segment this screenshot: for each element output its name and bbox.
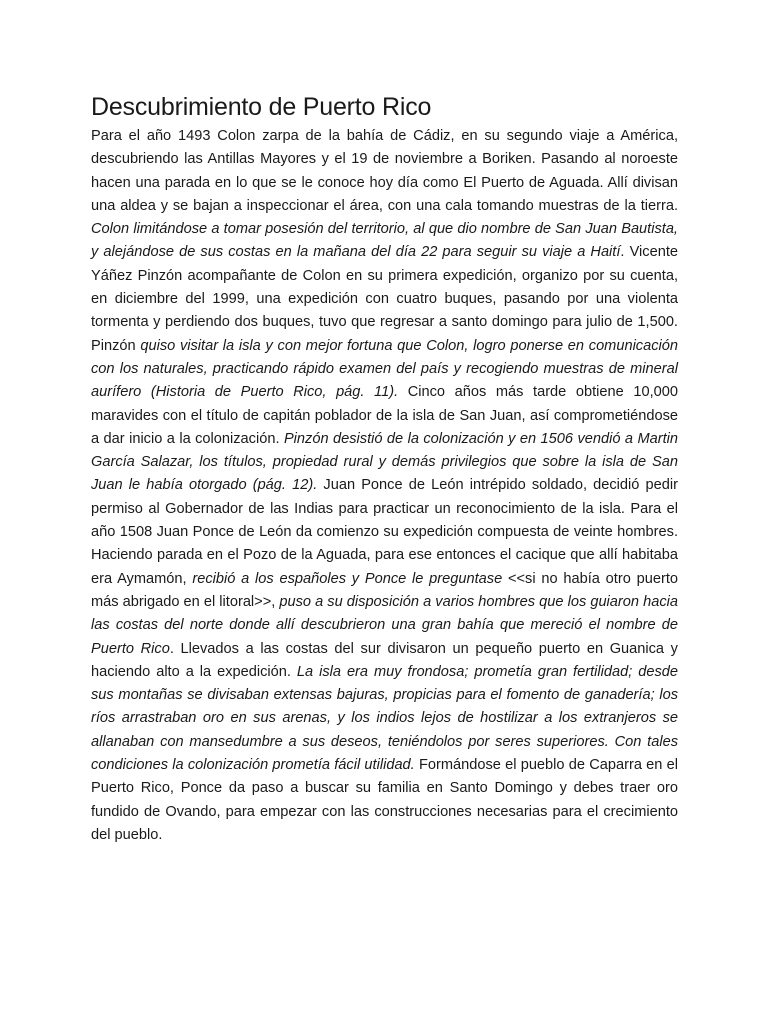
italic-text-run: La isla era muy frondosa; prometía gran fertilidad; desde sus montañas se divisaban extensas bajuras, propicias para el fomento de ganadería; los ríos arrastraban oro en sus arenas, y los indios lejos de hostilizar a los extranjeros se allanaban con mansedumbre a sus deseos, teniéndolos por seres superiores. Con tales condiciones la colonización prometía fácil utilidad. <box>91 663 678 774</box>
italic-text-run: Colon limitándose a tomar posesión del territorio, al que dio nombre de San Juan Bautista, y alejándose de sus costas en la mañana del día 22 para seguir su viaje a Haití <box>91 221 678 261</box>
text-run: . Vicente Yáñez Pinzón acompañante de Colon en su primera expedición, organizo por su cuenta, en diciembre del 1999, una expedición con cuatro buques, pasando por una violenta tormenta y perdiendo dos buques, tuvo que regresar a santo domingo para julio de 1,500. Pinzón <box>91 244 678 354</box>
italic-text-run: Pinzón desistió de la colonización y en 1506 vendió a Martin García Salazar, los títulos, propiedad rural y demás privilegios que sobre la isla de San Juan le había otorgado (pág. 12). <box>91 430 678 494</box>
body-paragraph <box>91 125 678 847</box>
text-run: Juan Ponce de León intrépido soldado, decidió pedir permiso al Gobernador de las Indias para practicar un reconocimiento de la isla. Para el año 1508 Juan Ponce de León da comienzo su expedición compuesta de veinte hombres. Haciendo parada en el Pozo de la Aguada, para ese entonces el cacique que allí habitaba era Aymamón, <box>91 477 678 587</box>
document-title: Descubrimiento de Puerto Rico <box>91 93 432 121</box>
italic-text-run: quiso visitar la isla y con mejor fortuna que Colon, logro ponerse en comunicación con los naturales, practicando rápido examen del país y recogiendo muestras de mineral aurífero (Historia de Puerto Rico, pág. 11). <box>91 337 678 401</box>
text-run: Cinco años más tarde obtiene 10,000 maravides con el título de capitán poblador de la isla de San Juan, así comprometiéndose a dar inicio a la colonización. <box>91 384 678 447</box>
text-run: Formándose el pueblo de Caparra en el Puerto Rico, Ponce da paso a buscar su familia en Santo Domingo y debes traer oro fundido de Ovando, para empezar con las construcciones necesarias para el crecimiento del pueblo. <box>91 757 678 843</box>
text-run: . Llevados a las costas del sur divisaron un pequeño puerto en Guanica y haciendo alto a la expedición. <box>91 640 678 680</box>
document-page <box>91 92 678 847</box>
text-run: Para el año 1493 Colon zarpa de la bahía de Cádiz, en su segundo viaje a América, descubriendo las Antillas Mayores y el 19 de noviembre a Boriken. Pasando al noroeste hacen una parada en lo que se le conoce hoy día como El Puerto de Aguada. Allí divisan una aldea y se bajan a inspeccionar el área, con una cala tomando muestras de la tierra. <box>91 128 678 214</box>
italic-text-run: recibió a los españoles y Ponce le preguntase <box>192 570 503 587</box>
italic-text-run: puso a su disposición a varios hombres que los guiaron hacia las costas del norte donde allí descubrieron una gran bahía que mereció el nombre de Puerto Rico <box>91 593 678 657</box>
text-run: <<si no había otro puerto más abrigado en el litoral>>, <box>91 570 678 610</box>
